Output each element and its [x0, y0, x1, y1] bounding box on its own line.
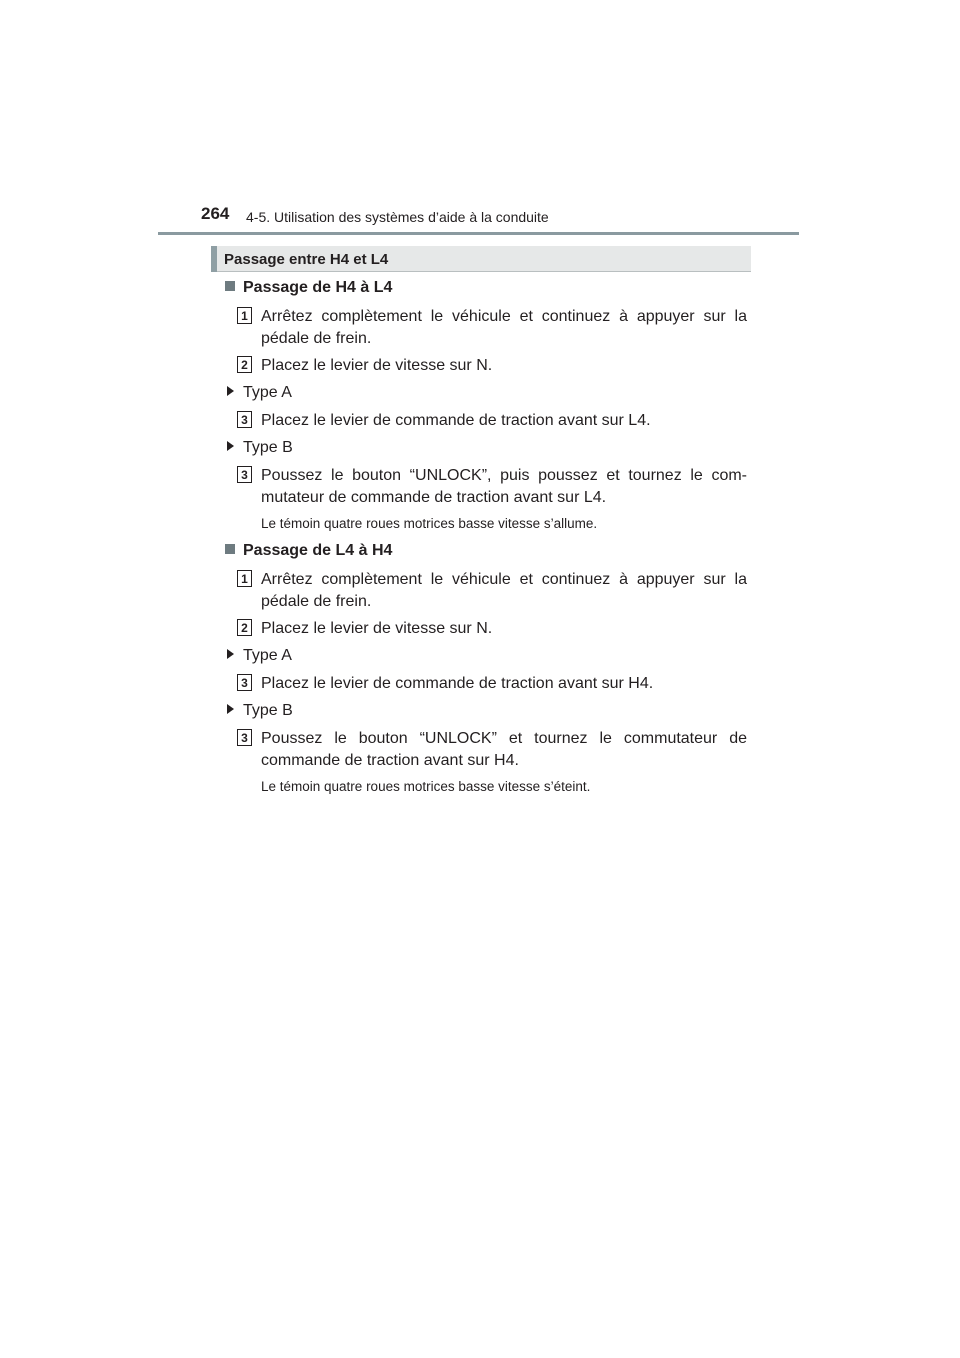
type-label-text: Type B [243, 439, 293, 456]
subheading-text: Passage de H4 à L4 [243, 279, 393, 296]
subheading-l4-to-h4 [225, 542, 392, 560]
type-b-label [227, 439, 293, 457]
subheading-text: Passage de L4 à H4 [243, 542, 393, 559]
step-number-3: 3 [237, 729, 252, 746]
step-number-1: 1 [237, 307, 252, 324]
step-text: Placez le levier de vitesse sur N. [261, 620, 493, 637]
type-a-label [227, 384, 292, 402]
square-bullet-icon [225, 544, 235, 554]
page-number: 264 [201, 204, 230, 223]
step-3-type-b [237, 728, 747, 772]
note-text: Le témoin quatre roues motrices basse vitesse s’allume. [261, 516, 598, 531]
subheading-h4-to-l4 [225, 279, 392, 297]
type-b-label [227, 702, 293, 720]
triangle-bullet-icon [227, 386, 234, 396]
step-number-2: 2 [237, 356, 252, 373]
section-bar-accent [211, 246, 217, 272]
step-text: Placez le levier de commande de traction avant sur H4. [261, 675, 654, 692]
section-title: Passage entre H4 et L4 [224, 251, 389, 268]
header-rule [158, 232, 799, 235]
step-number-3: 3 [237, 674, 252, 691]
triangle-bullet-icon [227, 441, 234, 451]
step-number-3: 3 [237, 466, 252, 483]
triangle-bullet-icon [227, 649, 234, 659]
type-a-label [227, 647, 292, 665]
type-label-text: Type B [243, 702, 293, 719]
triangle-bullet-icon [227, 704, 234, 714]
step-text: Poussez le bouton “UNLOCK”, puis poussez et tournez le com-mutateur de commande de traction avant sur L4. [261, 467, 747, 506]
step-text: Arrêtez complètement le véhicule et continuez à appuyer sur la pédale de frein. [261, 571, 747, 610]
step-number-3: 3 [237, 411, 252, 428]
step-number-2: 2 [237, 619, 252, 636]
step-3-type-a [237, 673, 747, 695]
step-text: Placez le levier de commande de traction avant sur L4. [261, 412, 651, 429]
square-bullet-icon [225, 281, 235, 291]
step-1 [237, 306, 747, 350]
step-text: Placez le levier de vitesse sur N. [261, 357, 493, 374]
step-1 [237, 569, 747, 613]
step-3-type-b [237, 465, 747, 509]
section-bar [211, 246, 751, 272]
chapter-title: 4-5. Utilisation des systèmes d’aide à la conduite [246, 209, 549, 225]
type-label-text: Type A [243, 647, 292, 664]
type-label-text: Type A [243, 384, 292, 401]
step-2 [237, 618, 747, 640]
step-text: Arrêtez complètement le véhicule et continuez à appuyer sur la pédale de frein. [261, 308, 747, 347]
step-text: Poussez le bouton “UNLOCK” et tournez le commutateur de commande de traction avant sur H4. [261, 730, 747, 769]
step-2 [237, 355, 747, 377]
step-3-type-a [237, 410, 747, 432]
step-number-1: 1 [237, 570, 252, 587]
note-text: Le témoin quatre roues motrices basse vitesse s’éteint. [261, 779, 591, 794]
